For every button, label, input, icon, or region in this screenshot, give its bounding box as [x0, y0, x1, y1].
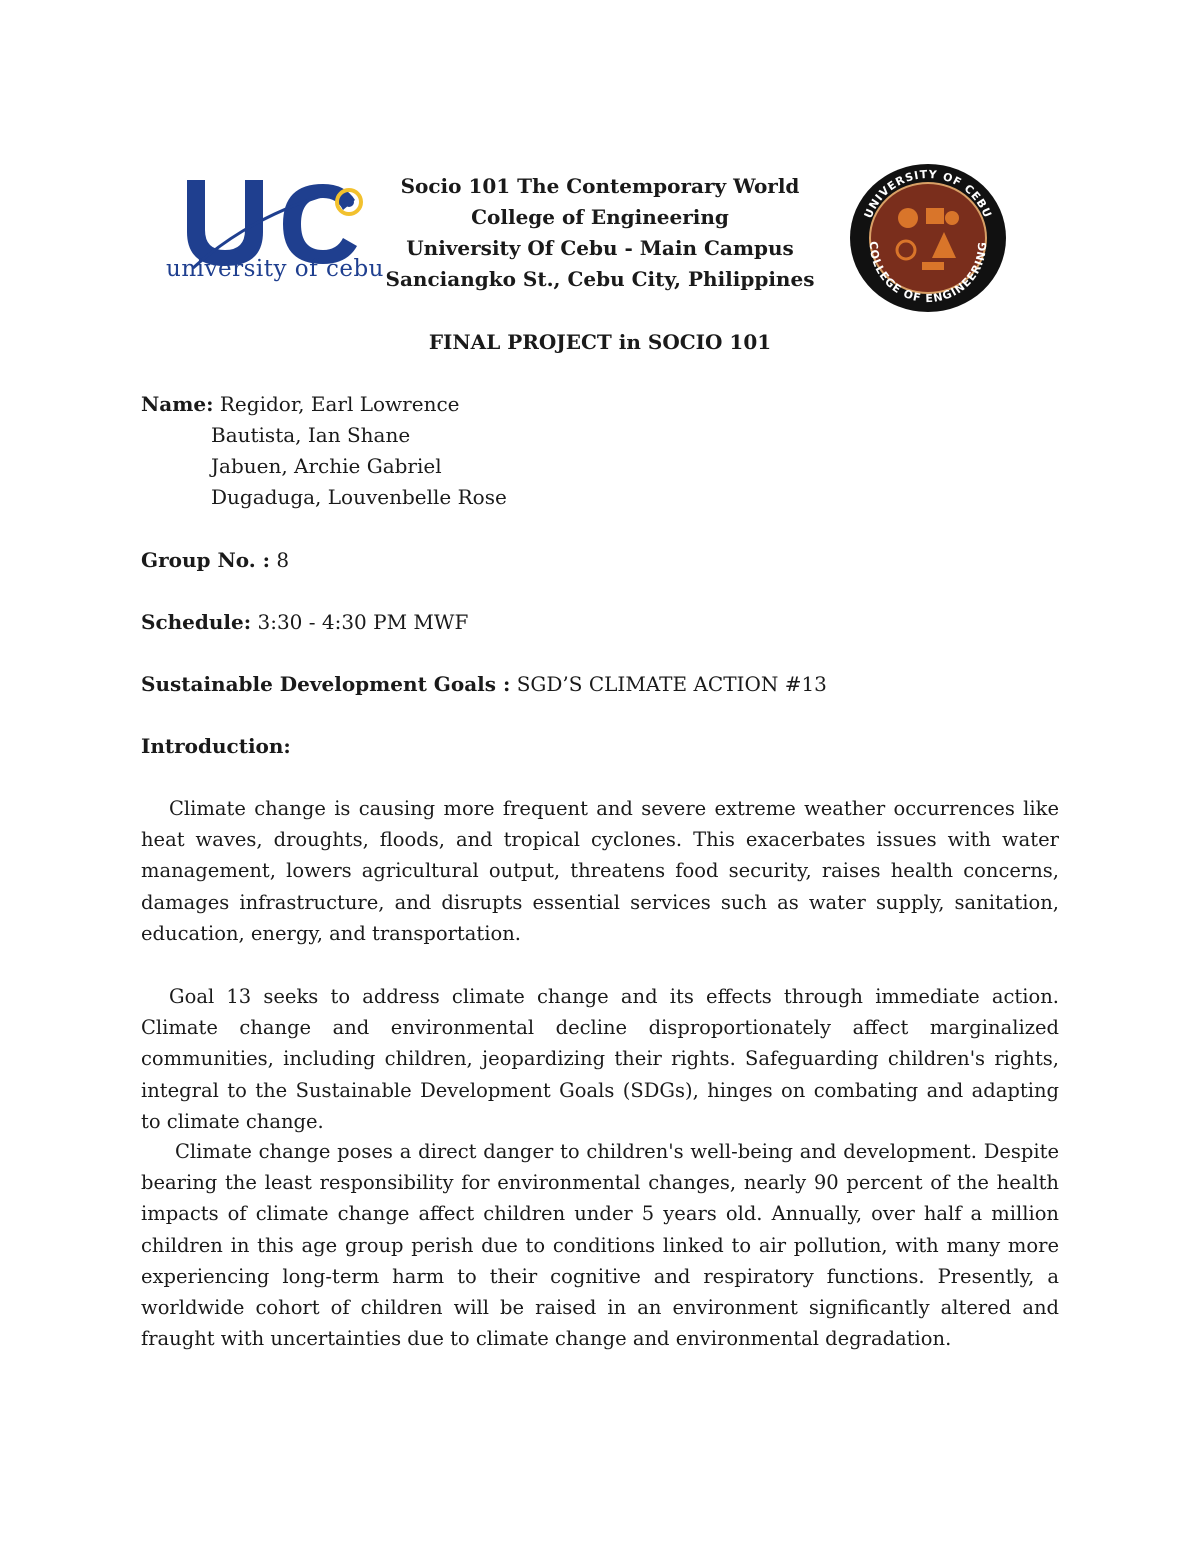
intro-paragraph-2: Goal 13 seeks to address climate change and its effects through immediate action. Climate change and environmental decline disproportionately affect marginalized communities, including children, jeopardizing their rights. Safeguarding children's rights, integral to the Sustainable Development Goals (SDGs), hinges on combating and adapting to climate change.: [141, 985, 1059, 1133]
member-name: Jabuen, Archie Gabriel: [211, 454, 442, 478]
sdg-value: SGD’S CLIMATE ACTION #13: [516, 672, 827, 696]
name-label: Name:: [141, 392, 214, 416]
header-block: [380, 171, 820, 295]
uc-logo: [165, 172, 385, 292]
project-title: FINAL PROJECT in SOCIO 101: [428, 330, 772, 354]
introduction-label: Introduction:: [141, 734, 291, 758]
course-title: Socio 101 The Contemporary World: [400, 174, 800, 198]
intro-paragraph-1: Climate change is causing more frequent and severe extreme weather occurrences like heat waves, droughts, floods, and tropical cyclones. This exacerbates issues with water management, lowers agricultural output, threatens food security, raises health concerns, damages infrastructure, and disrupts essential services such as water supply, sanitation, education, energy, and transportation.: [141, 797, 1059, 945]
svg-text:COLLEGE OF ENGINEERING: COLLEGE OF ENGINEERING: [866, 240, 990, 306]
university-address: Sanciangko St., Cebu City, Philippines: [385, 267, 815, 291]
name-field: [141, 389, 459, 420]
uc-logo-wordmark: university of cebu: [166, 256, 384, 282]
svg-text:UNIVERSITY OF CEBU: UNIVERSITY OF CEBU: [861, 167, 995, 221]
college-name: College of Engineering: [471, 205, 729, 229]
member-name: Bautista, Ian Shane: [211, 423, 411, 447]
university-name: University Of Cebu - Main Campus: [406, 236, 794, 260]
sdg-label: Sustainable Development Goals :: [141, 672, 511, 696]
introduction-heading: [141, 731, 291, 762]
member-name: Dugaduga, Louvenbelle Rose: [211, 485, 507, 509]
member-list: [211, 420, 507, 513]
sdg-field: [141, 669, 827, 700]
group-label: Group No. :: [141, 548, 271, 572]
group-value: 8: [276, 548, 290, 572]
engineering-seal: [848, 162, 1008, 314]
intro-paragraph-3: Climate change poses a direct danger to children's well-being and development. Despite bearing the least responsibility for environmental changes, nearly 90 percent of the health impacts of climate change affect children under 5 years old. Annually, over half a million children in this age group perish due to conditions linked to air pollution, with many more experiencing long-term harm to their cognitive and respiratory functions. Presently, a worldwide cohort of children will be raised in an environment significantly altered and fraught with uncertainties due to climate change and environmental degradation.: [141, 1140, 1059, 1351]
schedule-label: Schedule:: [141, 610, 252, 634]
schedule-value: 3:30 - 4:30 PM MWF: [257, 610, 469, 634]
member-name: Regidor, Earl Lowrence: [219, 392, 460, 416]
schedule-field: [141, 607, 468, 638]
group-field: [141, 545, 289, 576]
